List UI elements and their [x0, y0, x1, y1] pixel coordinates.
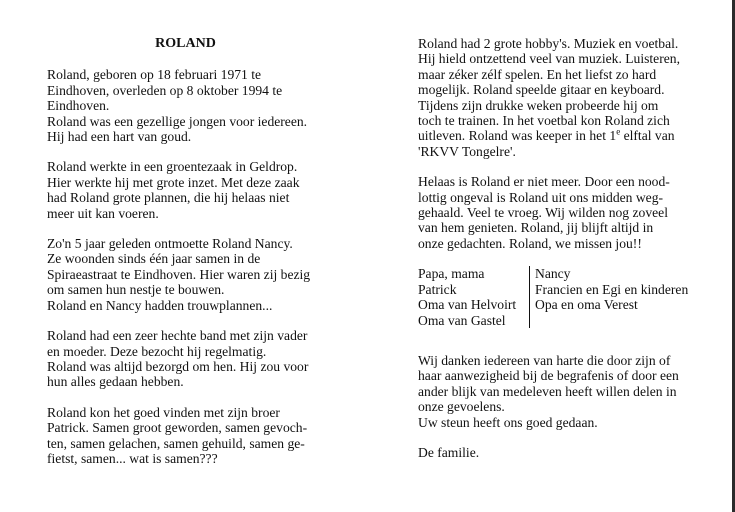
text-line: Roland was altijd bezorgd om hen. Hij zou voor [47, 358, 309, 374]
paragraph-nancy [47, 236, 324, 313]
text-line: hun alles gedaan hebben. [47, 374, 184, 390]
text-line: onze gevoelens. [418, 399, 505, 415]
relative-name: Papa, mama [418, 266, 485, 282]
text-line: fietst, samen... wat is samen??? [47, 450, 218, 466]
text-line: Patrick. Samen groot geworden, samen gevoch- [47, 420, 308, 436]
text-line: Roland, geboren op 18 februari 1971 te [47, 67, 262, 83]
relatives-left [418, 266, 530, 328]
text-line: gehaald. Veel te vroeg. Wij wilden nog zoveel [418, 205, 668, 221]
paragraph-thanks [418, 353, 701, 430]
text-line: ander blijk van medeleven heeft willen delen in [418, 383, 677, 399]
text-line: Roland had een zeer hechte band met zijn vader [47, 328, 308, 344]
text-line: Roland was een gezellige jongen voor iedereen. [47, 113, 308, 129]
text-line: Eindhoven. [47, 98, 110, 114]
text-line: haar aanwezigheid bij de begrafenis of door een [418, 368, 679, 384]
relative-name: Nancy [535, 266, 571, 282]
paragraph-work [47, 159, 324, 221]
text-line: Hij hield ontzettend veel van muziek. Luisteren, [418, 51, 680, 67]
text-line [418, 128, 701, 143]
text-line: mogelijk. Roland speelde gitaar en keyboard. [418, 82, 665, 98]
text-line: Roland en Nancy hadden trouwplannen... [47, 297, 273, 313]
text-line: Helaas is Roland er niet meer. Door een nood- [418, 174, 670, 190]
text-line: ten, samen gelachen, samen gehuild, samen ge- [47, 435, 305, 451]
text-line: van hem genieten. Roland, jij blijft altijd in [418, 220, 654, 236]
left-column [47, 36, 324, 481]
text-fragment: elftal van [620, 128, 675, 144]
paragraph-parents [47, 328, 324, 390]
right-column [418, 36, 701, 475]
text-line: lottig ongeval is Roland uit ons midden weg- [418, 189, 664, 205]
relatives-right [530, 266, 688, 328]
text-line: Spiraeastraat te Eindhoven. Hier waren zij bezig [47, 266, 311, 282]
text-line: onze gedachten. Roland, we missen jou!! [418, 235, 642, 251]
relative-name: Patrick [418, 281, 457, 297]
signature: De familie. [418, 444, 480, 460]
page-title: ROLAND [155, 36, 216, 51]
text-fragment: uitleven. Roland was keeper in het 1 [418, 128, 617, 144]
text-line: Eindhoven, overleden op 8 oktober 1994 te [47, 82, 283, 98]
text-line: Uw steun heeft ons goed gedaan. [418, 414, 598, 430]
text-line: toch te trainen. In het voetbal kon Roland zich [418, 113, 670, 129]
text-line: om samen hun nestje te bouwen. [47, 282, 225, 298]
text-line: Wij danken iedereen van harte die door zijn of [418, 352, 671, 368]
text-line: meer uit kan voeren. [47, 205, 159, 221]
text-line: maar zéker zélf spelen. En het liefst zo hard [418, 66, 657, 82]
relative-name: Oma van Gastel [418, 312, 506, 328]
text-line: en moeder. Deze bezocht hij regelmatig. [47, 343, 267, 359]
text-line: Hij had een hart van goud. [47, 129, 192, 145]
text-line: Roland kon het goed vinden met zijn broer [47, 404, 280, 420]
relative-name: Oma van Helvoirt [418, 297, 517, 313]
text-line: Ze woonden sinds één jaar samen in de [47, 251, 261, 267]
relative-name: Francien en Egi en kinderen [535, 281, 689, 297]
paragraph-birth [47, 67, 324, 144]
relative-name: Opa en oma Verest [535, 297, 638, 313]
paragraph-brother [47, 405, 324, 467]
text-line: Roland had 2 grote hobby's. Muziek en voetbal. [418, 36, 679, 51]
relatives-list [418, 266, 701, 328]
text-line: Zo'n 5 jaar geleden ontmoette Roland Nancy. [47, 236, 293, 252]
text-line: Hier werkte hij met grote inzet. Met deze zaak [47, 174, 300, 190]
text-line: had Roland grote plannen, die hij helaas niet [47, 190, 290, 206]
superscript: e [616, 126, 621, 137]
paragraph-hobbies [418, 36, 701, 159]
paragraph-accident [418, 174, 701, 251]
text-line: 'RKVV Tongelre'. [418, 143, 516, 159]
text-line: Roland werkte in een groentezaak in Geldrop. [47, 159, 298, 175]
text-line: Tijdens zijn drukke weken probeerde hij om [418, 97, 659, 113]
